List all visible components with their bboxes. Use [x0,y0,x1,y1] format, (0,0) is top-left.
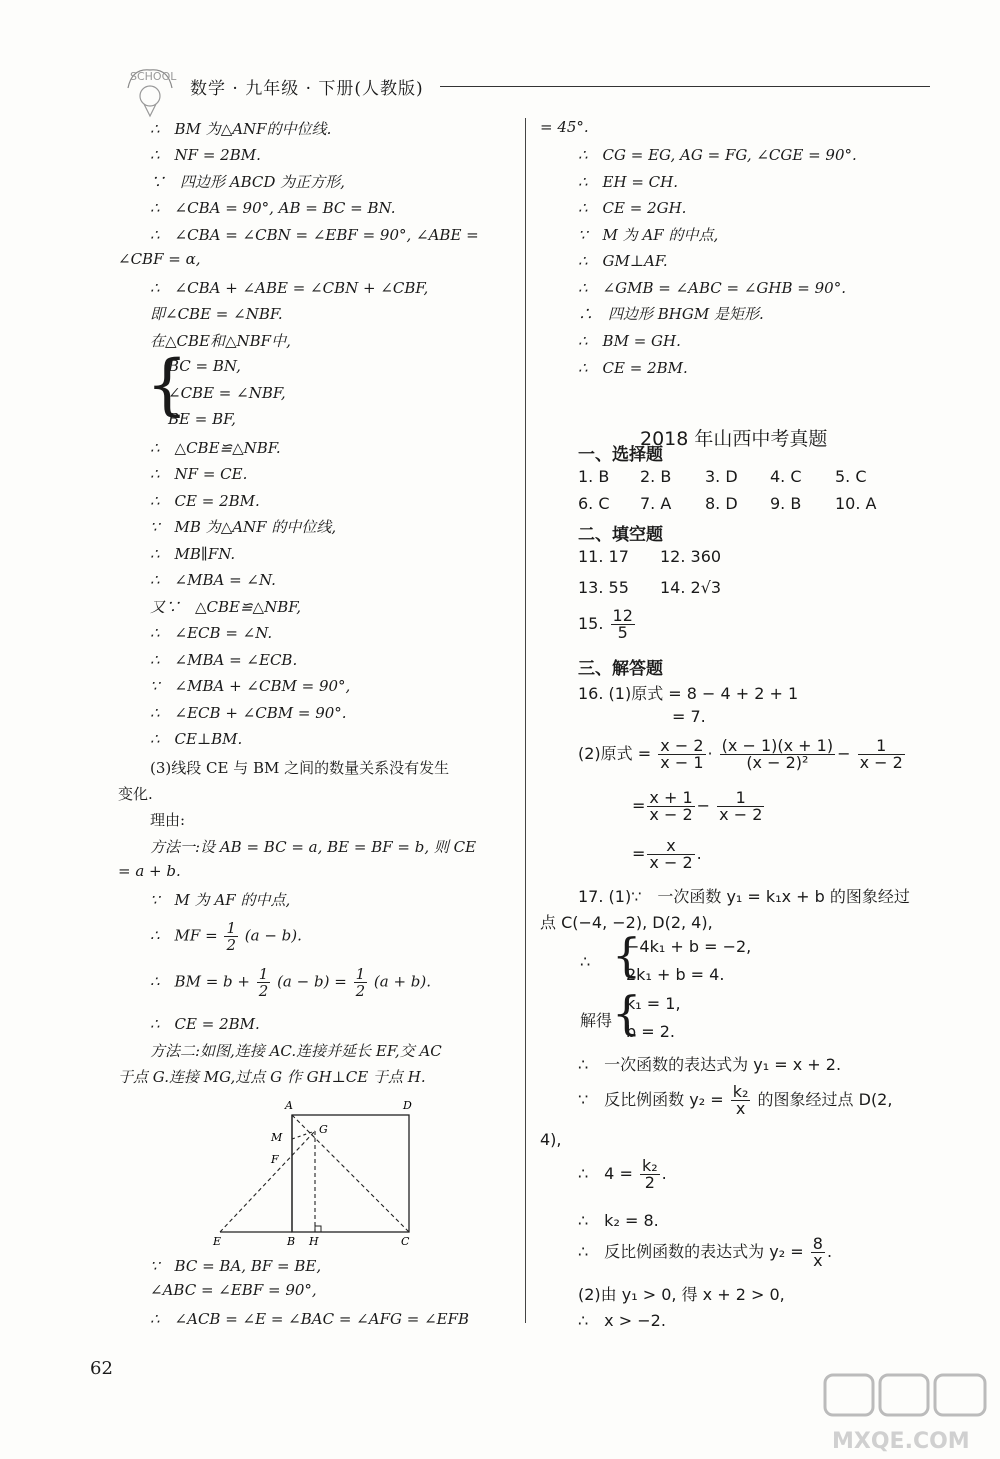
text-line: ∴ ∠CBA + ∠ABE = ∠CBN + ∠CBF, [150,279,429,297]
label-G: G [319,1123,328,1136]
text-line: ∴ CE = 2BM. [578,359,688,377]
choice-answer: 3. D [705,467,738,486]
choice-answer: 2. B [640,467,672,486]
page-header [110,58,930,118]
fraction-half: $\frac{1}{2}$ [226,919,236,954]
q16-2-line: = $\frac{x + 1}{x - 2}$ − $\frac{1}{x - 2}$ [632,788,763,824]
text-line: = 45°. [540,118,589,136]
q17-line: 点 C(−4, −2), D(2, 4), [540,913,713,932]
system-brace: { [612,986,642,1040]
text-line: = a + b. [118,862,181,880]
fraction-half: $\frac{1}{2}$ [355,965,366,1000]
text-line: ∴ BM = GH. [578,332,681,350]
text-line: ∴ △CBE≌△NBF. [150,439,281,457]
text-line: ∴ ∠ACB = ∠E = ∠BAC = ∠AFG = ∠EFB [150,1310,470,1328]
svg-text:MXQE.COM: MXQE.COM [832,1429,970,1454]
text-line: ∴ CE⊥BM. [150,730,243,748]
q17-line: ∴ x > −2. [578,1311,666,1330]
fill-answer: 13. 55 [578,578,629,597]
choice-answer: 4. C [770,467,802,486]
text-line: ∴ BM 为△ANF的中位线. [150,120,332,138]
text-line: ∴ ∠GMB = ∠ABC = ∠GHB = 90°. [578,279,846,297]
text-line: BC = BN, [168,357,241,375]
text-line: 即∠CBE = ∠NBF. [150,305,283,323]
label-B: B [287,1235,296,1245]
column-divider [525,118,526,1323]
q17-line: ∴ k₂ = 8. [578,1211,659,1230]
bm-suffix: (a + b). [373,972,432,991]
formula-bm [150,966,431,999]
text-line: ∴ ∠ECB = ∠N. [150,624,273,642]
q16-line: 16. (1)原式 = 8 − 4 + 2 + 1 [578,684,799,703]
label-A: A [285,1099,293,1112]
choice-answer: 5. C [835,467,867,486]
text-line: ∴ NF = 2BM. [150,146,261,164]
choice-answer: 1. B [578,467,610,486]
q17-line: −4k₁ + b = −2, [626,937,752,956]
text-line: ∴ GM⊥AF. [578,252,668,270]
text-line: ∴ CE = 2BM. [150,492,260,510]
choice-answer: 10. A [835,494,877,513]
fill-answer: 11. 17 [578,547,629,566]
bm-prefix: ∴ BM = b + [150,972,250,991]
text-line: ∵ M 为 AF 的中点, [578,226,719,244]
text-line: 在△CBE和△NBF中, [150,332,291,350]
q16-2-line: = $\frac{x}{x - 2}$ . [632,836,702,872]
choice-answer: 7. A [640,494,672,513]
text-line: ∴ ∠ECB + ∠CBM = 90°. [150,704,347,722]
exam-section-title: 2018 年山西中考真题 [640,428,828,450]
label-H: H [309,1235,319,1245]
choice-answer: 9. B [770,494,802,513]
label-F: F [271,1153,279,1166]
label-M: M [271,1131,283,1144]
q17-line: ∴ 反比例函数的表达式为 y₂ = $\frac{8}{x}$ . [578,1234,833,1270]
label-D: D [403,1099,412,1112]
q17-solve: 解得 [580,1011,613,1030]
mf-prefix: ∴ MF = [150,926,218,945]
geometry-figure [205,1095,425,1245]
text-line: ∠ABC = ∠EBF = 90°, [150,1281,317,1299]
label-C: C [401,1235,410,1245]
system-brace: { [612,928,642,982]
q17-line: 17. (1)∵ 一次函数 y₁ = k₁x + b 的图象经过 [578,887,910,906]
q17-line: (2)由 y₁ > 0, 得 x + 2 > 0, [578,1285,785,1304]
q16-line: = 7. [672,707,706,726]
q16-2-line: (2)原式 = $\frac{x - 2}{x - 1}$ · $\frac{(x - 1)(x + 1)}{\text{(x − 2)²}}$ − $\frac{1}{x - 2}$ [578,736,903,772]
text-line: ∴ MB∥FN. [150,545,236,563]
text-line: ∵ BC = BA, BF = BE, [150,1257,322,1275]
text-line: ∴ CG = EG, AG = FG, ∠CGE = 90°. [578,146,857,164]
label-E: E [213,1235,222,1245]
q17-therefore: ∴ [580,952,591,971]
text-line: 又∵ △CBE≌△NBF, [150,598,302,616]
text-line: ∴ NF = CE. [150,465,248,483]
text-line: ∴ ∠MBA = ∠ECB. [150,651,298,669]
page-number: 62 [90,1358,113,1379]
text-line: ∴ EH = CH. [578,173,679,191]
choice-answer: 6. C [578,494,610,513]
text-line: (3)线段 CE 与 BM 之间的数量关系没有发生 [150,759,450,777]
text-line: ∠CBF = α, [118,250,201,268]
header-title: 数学 · 九年级 · 下册(人教版) [190,79,424,99]
q17-line: k₁ = 1, [626,994,681,1013]
q17-line: ∴ 4 = $\frac{\text{k₂}}{2}$ . [578,1156,667,1192]
fill-answer-15: 15. $\frac{12}{5}$ [578,606,633,642]
school-logo-icon [110,58,190,118]
section-heading-fill: 二、填空题 [578,525,663,545]
text-line: ∴ 四边形 BHGM 是矩形. [578,305,764,323]
fill-answer: 14. 2√3 [660,578,722,597]
choice-answer: 8. D [705,494,738,513]
watermark-logo-icon [820,1370,995,1455]
text-line: ∠CBE = ∠NBF, [168,384,286,402]
text-line: ∵ 四边形 ABCD 为正方形, [150,173,345,191]
section-heading-choice: 一、选择题 [578,445,663,465]
bm-mid: (a − b) = [277,972,347,991]
text-line: 于点 G.连接 MG,过点 G 作 GH⊥CE 于点 H. [118,1068,426,1086]
q17-line: ∴ 一次函数的表达式为 y₁ = x + 2. [578,1055,842,1074]
fill-answer: 12. 360 [660,547,722,566]
q17-line: ∵ 反比例函数 y₂ = $\frac{\text{k₂}}{x}$ 的图象经过点 D(2, [578,1082,893,1118]
text-line: ∴ ∠MBA = ∠N. [150,571,276,589]
q17-line: b = 2. [626,1022,675,1041]
header-rule [440,86,930,87]
text-line: BE = BF, [168,410,236,428]
text-line: ∴ CE = 2BM. [150,1015,260,1033]
fraction: $\frac{12}{5}$ [612,606,633,642]
formula-mf [150,920,302,953]
q17-line: 4), [540,1130,562,1149]
svg-text:SCHOOL: SCHOOL [130,70,177,83]
text-line: ∴ ∠CBA = ∠CBN = ∠EBF = 90°, ∠ABE = [150,226,479,244]
q17-line: 2k₁ + b = 4. [626,965,725,984]
text-line: 方法二:如图,连接 AC.连接并延长 EF,交 AC [150,1042,442,1060]
text-line: ∴ CE = 2GH. [578,199,687,217]
mf-suffix: (a − b). [244,926,302,945]
fraction-half: $\frac{1}{2}$ [258,965,269,1000]
text-line: 变化. [118,785,153,803]
text-line: ∵ ∠MBA + ∠CBM = 90°, [150,677,351,695]
text-line: 方法一:设 AB = BC = a, BE = BF = b, 则 CE [150,838,477,856]
text-line: 理由: [150,811,186,829]
text-line: ∵ MB 为△ANF 的中位线, [150,518,337,536]
section-heading-solve: 三、解答题 [578,659,663,679]
text-line: ∴ ∠CBA = 90°, AB = BC = BN. [150,199,396,217]
text-line: ∵ M 为 AF 的中点, [150,891,291,909]
system-brace: { [146,346,188,423]
